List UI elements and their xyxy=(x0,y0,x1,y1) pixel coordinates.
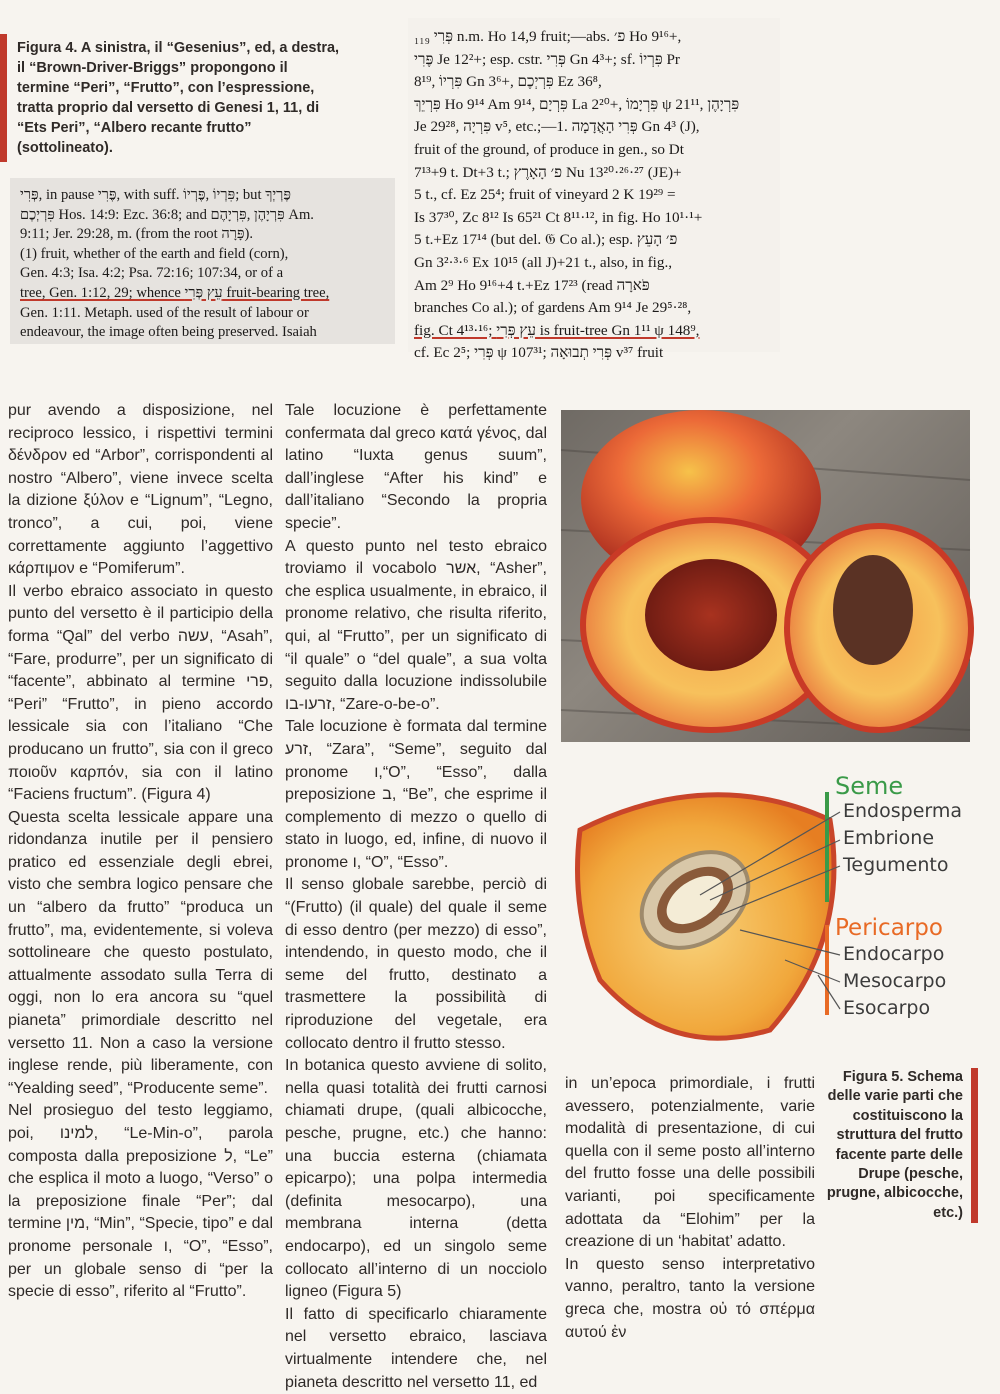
paragraph: Il fatto di specificarlo chiaramente nel versetto ebraico, lasciava virtualmente intendere che, nel pianeta descritto nel versetto 11, ed xyxy=(285,1305,547,1391)
bdb-line: פְּרִי ₁₁₉ n.m. Ho 14,9 fruit;—abs. פ׳ Ho 9¹⁶+, xyxy=(414,28,682,45)
bdb-line: fruit of the ground, of produce in gen., so Dt xyxy=(414,140,684,158)
pericarpo-part: Esocarpo xyxy=(843,997,931,1019)
paragraph: Il verbo ebraico associato in questo punto del versetto è il participio della forma “Qal” del verbo עשה, “Asah”, “Fare, produrre”, per un significato di “facente”, abbinato al termine פרי, “Peri” “Frutto”, in pieno accordo lessicale sia con l’italiano “Che producano un frutto”, sia con il greco ποιοῦν καρπόν, sia con il latino “Faciens fructum”. (Figura 4) xyxy=(8,582,274,804)
bdb-line: cf. Ec 2⁵; פְּרִי ψ 107³¹; פְּרִי תְבוּאָה v³⁷ fruit xyxy=(414,344,664,362)
bdb-line: פֶּרִי Je 12²+; esp. cstr. פְּרִי Gn 4³+; sf. פִּרְיוֹ Pr xyxy=(414,50,680,68)
bdb-line: Am 2⁹ Ho 9¹⁶+4 t.+Ez 17²³ (read פֹּארָה xyxy=(414,276,650,294)
pericarpo-label: Pericarpo xyxy=(835,915,943,941)
peach-photo xyxy=(561,410,970,742)
bdb-line: 7¹³+9 t. Dt+3 t.; פ׳ הָאָרֶץ Nu 13²⁰·²⁶·²⁷ (JE)+ xyxy=(414,163,682,181)
peach-illustration xyxy=(561,410,970,742)
pericarpo-part: Endocarpo xyxy=(843,943,945,965)
bdb-line: פִּרְיֵךְ Ho 9¹⁴ Am 9¹⁴, פִּרְיָם La 2²⁰+, פִּרְיָמוֹ ψ 21¹¹, פִּרְיָהֶן xyxy=(414,95,740,113)
gesenius-lexicon-excerpt xyxy=(10,178,395,344)
body-column-2 xyxy=(285,400,547,1394)
bdb-line-underlined: fig. Ct 4¹³·¹⁶; עֵץ פְּרִי is fruit-tree Gn 1¹¹ ψ 148⁹, xyxy=(414,321,700,339)
body-column-1 xyxy=(8,400,273,1304)
bdb-lexicon-excerpt xyxy=(408,18,780,362)
paragraph: Tale locuzione è perfettamente confermata dal greco κατά γένος, dal latino “Iuxta genus suum”, dall’inglese “After his kind” e dall’italiano “Secondo la propria specie”. xyxy=(285,402,547,532)
gesenius-line: Gen. 1:11. Metaph. used of the result of labour or xyxy=(20,304,309,321)
paragraph: in un’epoca primordiale, i frutti avessero, potenzialmente, varie modalità di presentazione, di cui quella con il seme posto all’interno del frutto fosse una delle possibili varianti, poi specificamente adottata da “Elohim” per la creazione di un ‘habitat’ adatto. xyxy=(565,1075,815,1251)
bdb-line: branches Co al.); of gardens Am 9¹⁴ Je 29⁵·²⁸, xyxy=(414,299,692,317)
pericarpo-bracket xyxy=(825,925,829,1015)
paragraph: In botanica questo avviene di solito, nella quasi totalità dei frutti carnosi chiamati drupe, (quali albicocche, pesche, prugne, etc.) che hanno: una buccia esterna (chiamata epicarpo); una polpa intermedia (definita mesocarpo), una membrana interna (detta endocarpo), ed un singolo seme collocato all’interno di un nocciolo ligneo (Figura 5) xyxy=(285,1057,547,1301)
bdb-line: 5 t., cf. Ez 25⁴; fruit of vineyard 2 K 19²⁹ = xyxy=(414,186,676,204)
gesenius-line: פִּרְיְכֶם Hos. 14:9: Ezc. 36:8; and פִּרְיָהֶן ,פִּרְיָהֶם Am. xyxy=(20,206,314,223)
pericarpo-part: Mesocarpo xyxy=(843,970,947,992)
seme-part: Embrione xyxy=(843,827,935,849)
seme-part: Tegumento xyxy=(843,854,949,876)
drupe-diagram xyxy=(560,760,980,1060)
seme-part: Endosperma xyxy=(843,800,963,822)
gesenius-line-underlined: tree, Gen. 1:12, 29; whence עֵץ פְּרִי fruit-bearing tree, xyxy=(20,284,330,301)
paragraph: Questa scelta lessicale appare una ridondanza inutile per il pensiero pratico ed essenziale degli ebrei, visto che sembra logico pensare che un “albero da frutto” “produca un frutto”, ma, evidentemente, si voleva sottolineare che questo postulato, attualmente assodato sulla Terra di oggi, non lo era ancora su “quel pianeta” primordiale descritto nel versetto 11. Non a caso la versione inglese rende, più liberamente, con “Yealding seed”, “Producente seme”. xyxy=(8,808,273,1097)
bdb-line: 8¹⁹, פִּרְיוֹ Gn 3⁶+, פִּרְיְכֶם Ez 36⁸, xyxy=(414,73,602,91)
paragraph: pur avendo a disposizione, nel reciproco lessico, i rispettivi termini δένδρον ed “Arbor”, corrispondenti al nostro “Albero”, viene invece scelta la dizione ξύλον e “Lignum”, “Legno, tronco”, a cui, poi, viene correttamente aggiunto l’aggettivo κάρπιμον e “Pomiferum”. xyxy=(8,402,273,578)
paragraph: A questo punto nel testo ebraico troviamo il vocabolo אשר, “Asher”, che esplica usualmente, in ebraico, il pronome relativo, che risulta riferito, qui, al “Frutto”, per un significato di “il quale” o “del quale”, a sua volta seguito dalla locuzione indissolubile זרעו-בו, “Zare-o-be-o”. xyxy=(285,537,547,713)
peach-half-right-pit xyxy=(833,555,913,665)
gesenius-line: endeavour, the image often being preserved. Isaiah xyxy=(20,324,317,341)
bdb-line: Je 29²⁸, פִּרְיָה v⁵, etc.;—1. פְּרִי הָאֲדָמָה Gn 4³ (J), xyxy=(414,118,700,136)
paragraph: In questo senso interpretativo vanno, peraltro, tanto la versione greca che, mostra οὐ τό σπέρμα αυτού ἐν xyxy=(565,1255,815,1341)
bdb-line: Is 37³⁰, Zc 8¹² Is 65²¹ Ct 8¹¹·¹², in fig. Ho 10¹·¹+ xyxy=(414,208,703,226)
bdb-line: Gn 3²·³·⁶ Ex 10¹⁵ (all J)+21 t., also, in fig., xyxy=(414,253,673,271)
paragraph: Il senso globale sarebbe, perciò di “(Frutto) (il quale) del quale il seme di esso dentro (per mezzo) di esso”, intendendo, in questo modo, che il seme del frutto, destinato a trasmettere la possibilità di riproduzione del vegetale, era collocato dentro il frutto stesso. xyxy=(285,876,547,1052)
body-column-3 xyxy=(565,1073,815,1344)
figure-4-caption: Figura 4. A sinistra, il “Gesenius”, ed, a destra, il “Brown-Driver-Briggs” propongono il termine “Peri”, “Frutto”, con l’espressione, tratta proprio dal versetto di Genesi 1, 11, di “Ets Peri”, “Albero recante frutto” (sottolineato). xyxy=(0,34,340,162)
seme-label: Seme xyxy=(835,772,904,800)
figure-5-caption: Figura 5. Schema delle varie parti che costituiscono la struttura del frutto facente parte delle Drupe (pesche, prugne, albicocche, etc.) xyxy=(826,1068,978,1223)
bdb-line: 5 t.+Ez 17¹⁴ (but del. 𝔊 Co al.); esp. פ׳ הָעֵץ xyxy=(414,231,678,249)
drupe-structure-svg xyxy=(560,760,980,1060)
gesenius-line: Gen. 4:3; Isa. 4:2; Psa. 72:16; 107:34, or of a xyxy=(20,265,284,282)
peach-half-left-pit xyxy=(645,559,777,671)
gesenius-line: (1) fruit, whether of the earth and field (corn), xyxy=(20,245,289,262)
paragraph: Nel prosieguo del testo leggiamo, poi, למינו, “Le-Min-o”, parola composta dalla preposizione ל, “Le” che esplica il moto a luogo, “Verso” o la preposizione finale “Per”; dal termine מין, “Min”, “Specie, tipo” e dal pronome personale ו, “O”, “Esso”, per un globale senso di “per la specie di esso”, riferito al “Frutto”. xyxy=(8,1102,274,1301)
paragraph: Tale locuzione è formata dal termine זרע, “Zara”, “Seme”, seguito dal pronome ו,“O”, “Esso”, dalla preposizione ב, “Be”, che esprime il complemento di mezzo o quello di stato in luogo, ed, infine, di nuovo il pronome ו, “O”, “Esso”. xyxy=(285,718,548,871)
gesenius-line: 9:11; Jer. 29:28, m. (from the root פָּרָה). xyxy=(20,226,254,243)
gesenius-line: פְּרִי, in pause פֶּרִי, with suff. פִּרְיוֹ ,פֶּרְיוֹ; but פֶּרְיְךָ xyxy=(20,187,291,203)
